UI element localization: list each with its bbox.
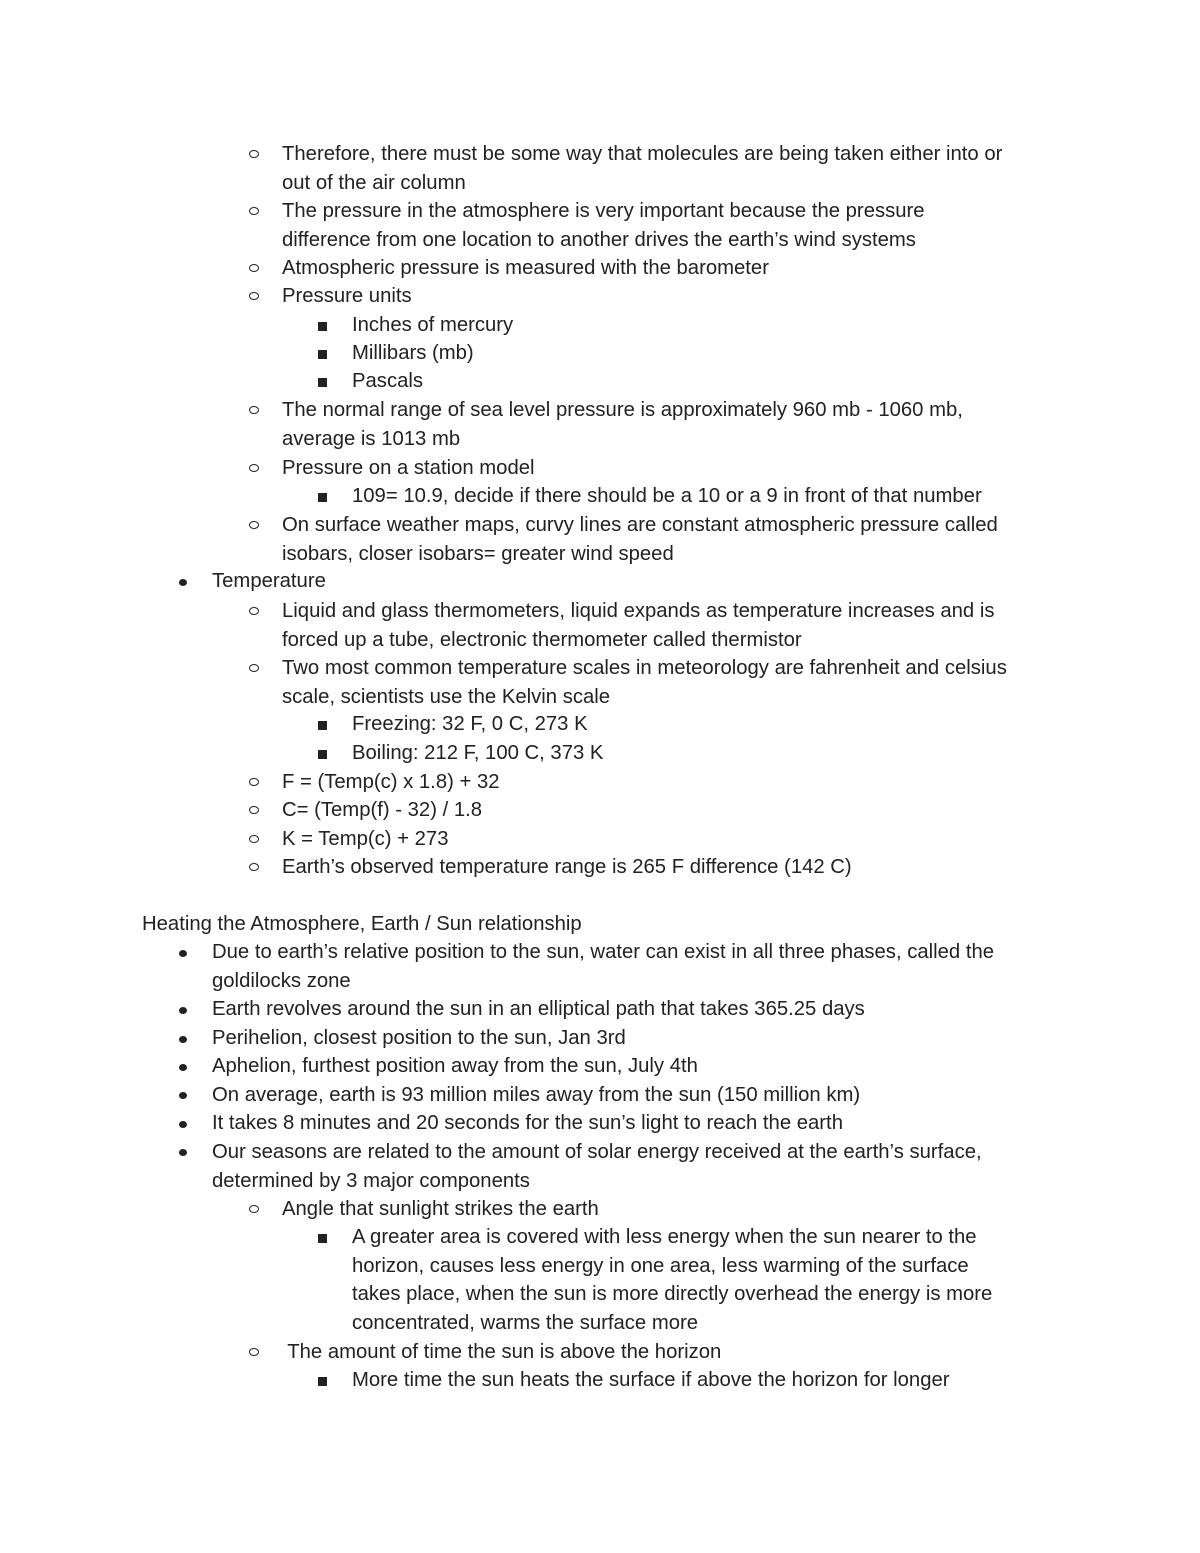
circle-bullet-icon (249, 207, 259, 215)
list-item: More time the sun heats the surface if above the horizon for longer (352, 1369, 950, 1391)
list-item-continuation: difference from one location to another drives the earth’s wind systems (282, 228, 916, 251)
list-item: Millibars (mb) (352, 342, 474, 364)
list-item-continuation: goldilocks zone (212, 969, 351, 992)
list-item-continuation: forced up a tube, electronic thermometer called thermistor (282, 628, 802, 651)
circle-bullet-icon (249, 863, 259, 871)
list-item: Our seasons are related to the amount of solar energy received at the earth’s surface, (212, 1141, 982, 1163)
list-item: The normal range of sea level pressure is approximately 960 mb - 1060 mb, (282, 399, 963, 421)
circle-bullet-icon (249, 406, 259, 414)
list-item: Two most common temperature scales in meteorology are fahrenheit and celsius (282, 657, 1007, 679)
disc-bullet-icon (179, 579, 187, 586)
list-item: A greater area is covered with less energy when the sun nearer to the (352, 1226, 977, 1248)
list-item: It takes 8 minutes and 20 seconds for the sun’s light to reach the earth (212, 1112, 843, 1134)
list-item: On surface weather maps, curvy lines are constant atmospheric pressure called (282, 514, 998, 536)
list-item: On average, earth is 93 million miles away from the sun (150 million km) (212, 1084, 861, 1106)
circle-bullet-icon (249, 292, 259, 300)
list-item: Earth revolves around the sun in an elliptical path that takes 365.25 days (212, 998, 865, 1020)
square-bullet-icon (318, 1377, 327, 1386)
list-item: Temperature (212, 570, 326, 592)
disc-bullet-icon (179, 1149, 187, 1156)
square-bullet-icon (318, 350, 327, 359)
list-item-continuation: concentrated, warms the surface more (352, 1311, 699, 1334)
list-item: Aphelion, furthest position away from the sun, July 4th (212, 1055, 698, 1077)
list-item: Liquid and glass thermometers, liquid expands as temperature increases and is (282, 600, 995, 622)
circle-bullet-icon (249, 835, 259, 843)
circle-bullet-icon (249, 778, 259, 786)
list-item: Pressure on a station model (282, 457, 535, 479)
square-bullet-icon (318, 721, 327, 730)
list-item: Angle that sunlight strikes the earth (282, 1198, 599, 1220)
list-item-continuation: horizon, causes less energy in one area, less warming of the surface (352, 1254, 969, 1277)
list-item: K = Temp(c) + 273 (282, 828, 449, 850)
list-item: F = (Temp(c) x 1.8) + 32 (282, 771, 500, 793)
list-item-continuation: determined by 3 major components (212, 1169, 530, 1192)
disc-bullet-icon (179, 1064, 187, 1071)
list-item-continuation: isobars, closer isobars= greater wind speed (282, 542, 674, 565)
section-heading: Heating the Atmosphere, Earth / Sun relationship (142, 913, 582, 935)
circle-bullet-icon (249, 806, 259, 814)
list-item: C= (Temp(f) - 32) / 1.8 (282, 799, 483, 821)
square-bullet-icon (318, 378, 327, 387)
list-item: Pascals (352, 370, 424, 392)
list-item: Freezing: 32 F, 0 C, 273 K (352, 713, 588, 735)
list-item-continuation: out of the air column (282, 171, 466, 194)
square-bullet-icon (318, 322, 327, 331)
disc-bullet-icon (179, 1036, 187, 1043)
list-item-continuation: scale, scientists use the Kelvin scale (282, 685, 611, 708)
disc-bullet-icon (179, 1121, 187, 1128)
circle-bullet-icon (249, 607, 259, 615)
list-item: Due to earth’s relative position to the sun, water can exist in all three phases, called the (212, 941, 995, 963)
disc-bullet-icon (179, 1092, 187, 1099)
list-item: Inches of mercury (352, 314, 514, 336)
list-item: 109= 10.9, decide if there should be a 10 or a 9 in front of that number (352, 485, 982, 507)
circle-bullet-icon (249, 464, 259, 472)
circle-bullet-icon (249, 1348, 259, 1356)
list-item: Therefore, there must be some way that molecules are being taken either into or (282, 143, 1003, 165)
list-item: Atmospheric pressure is measured with the barometer (282, 257, 769, 279)
list-item: Boiling: 212 F, 100 C, 373 K (352, 742, 604, 764)
list-item: Pressure units (282, 285, 412, 307)
circle-bullet-icon (249, 664, 259, 672)
list-item: Perihelion, closest position to the sun, Jan 3rd (212, 1027, 626, 1049)
square-bullet-icon (318, 750, 327, 759)
list-item: Earth’s observed temperature range is 265 F difference (142 C) (282, 856, 852, 878)
circle-bullet-icon (249, 150, 259, 158)
square-bullet-icon (318, 493, 327, 502)
square-bullet-icon (318, 1234, 327, 1243)
circle-bullet-icon (249, 521, 259, 529)
list-item-continuation: takes place, when the sun is more directly overhead the energy is more (352, 1283, 993, 1305)
list-item-continuation: average is 1013 mb (282, 427, 461, 450)
list-item: The pressure in the atmosphere is very important because the pressure (282, 200, 925, 222)
disc-bullet-icon (179, 950, 187, 957)
disc-bullet-icon (179, 1007, 187, 1014)
list-item: The amount of time the sun is above the horizon (282, 1341, 722, 1363)
circle-bullet-icon (249, 1205, 259, 1213)
circle-bullet-icon (249, 264, 259, 272)
